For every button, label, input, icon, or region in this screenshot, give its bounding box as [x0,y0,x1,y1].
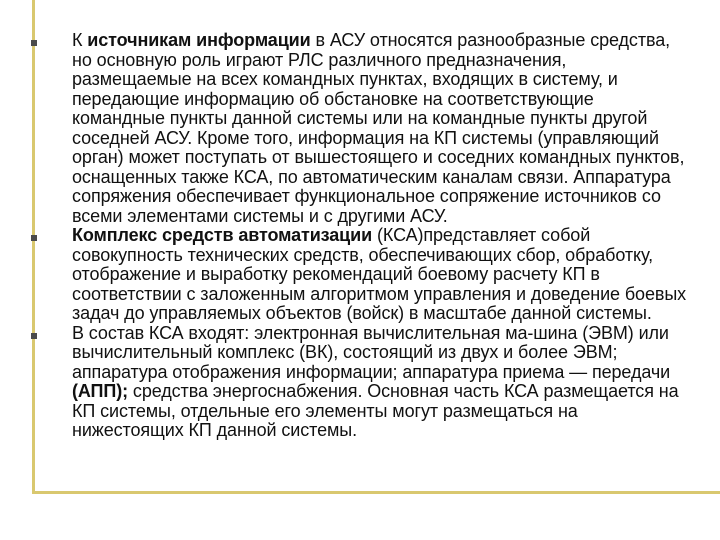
bullet-text: Комплекс средств автоматизации (КСА)представляет собой совокупность технических средств, обеспечивающих сбор, обработку, отображение и выработку рекомендаций боевому расчету КП в соответствии с заложенным алгоритмом управления и доведение боевых задач до управляемых объектов (войск) в масштабе данной системы. [72,225,687,323]
bullet-list [28,31,688,441]
square-bullet-icon [31,333,37,339]
square-bullet-icon [31,40,37,46]
bullet-text: В состав КСА входят: электронная вычислительная ма-шина (ЭВМ) или вычислительный комплекс (ВК), состоящий из двух и более ЭВМ; аппаратура отображения информации; аппаратура приема — передачи (АПП); средства энергоснабжения. Основная часть КСА размещается на КП системы, отдельные его элементы могут размещаться на нижестоящих КП данной системы. [72,322,679,440]
bullet-item-ksa-composition [28,324,688,441]
bullet-item-information-sources [28,31,688,226]
slide-content [28,31,688,441]
bullet-text: К источникам информации в АСУ относятся разнообразные средства, но основную роль играют РЛС различного предназначения, размещаемые на всех командных пунктах, входящих в систему, и передающие информацию об обстановке на соответствующие командные пункты данной системы или на командные пункты другой соседней АСУ. Кроме того, информация на КП системы (управляющий орган) может поступать от вышестоящего и соседних командных пунктов, оснащенных также КСА, по автоматическим каналам связи. Аппаратура сопряжения обеспечивает функциональное сопряжение источников со всеми элементами системы и с другими АСУ. [72,30,685,226]
square-bullet-icon [31,235,37,241]
decorative-horizontal-line [32,491,720,494]
bullet-item-ksa-definition [28,226,688,324]
